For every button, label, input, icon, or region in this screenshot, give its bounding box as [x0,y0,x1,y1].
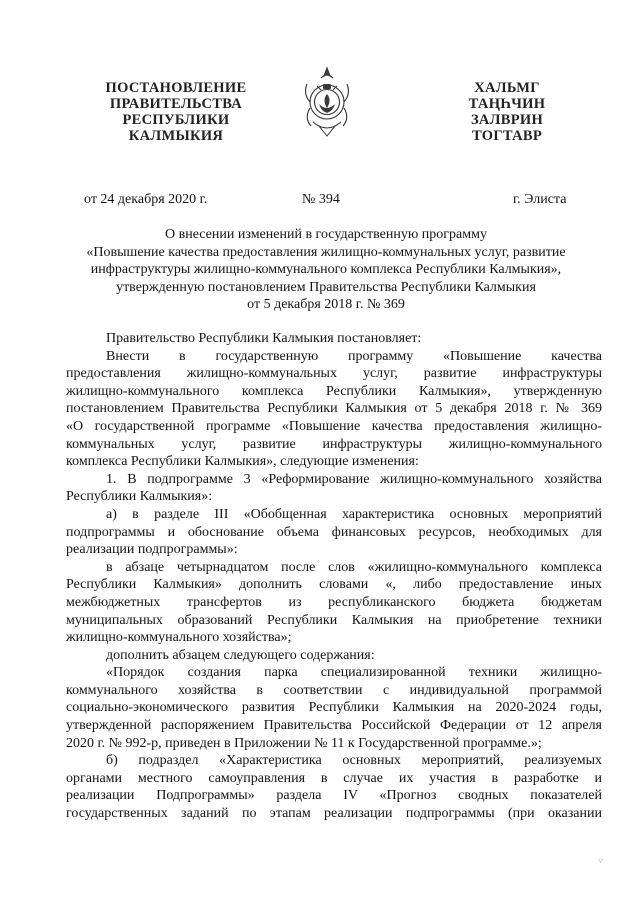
header-left-line: КАЛМЫКИЯ [128,128,224,144]
body-line: жилищно-коммунального хозяйства»; [66,630,292,646]
header-right-line: ТАҢҺЧИН [468,96,546,112]
body-line: «Порядок создания парка специализированной техники жилищно- [106,665,602,681]
body-line: Внести в государственную программу «Повышение качества [106,348,602,364]
document-date: от 24 декабря 2020 г. [84,192,208,207]
body-line: 1. В подпрограмме 3 «Реформирование жилищно-коммунального хозяйства [106,471,602,487]
body-line: межбюджетных трансфертов из республиканского бюджета бюджетам [66,594,602,610]
header-right-block [452,80,562,144]
header-right-line: ЗАЛВРИН [470,112,544,128]
header-right-line: ХАЛЬМГ [474,80,540,96]
title-line: инфраструктуры жилищно-коммунального комплекса Республики Калмыкия», [90,262,562,278]
document-number: № 394 [302,192,340,207]
page-corner-mark: ˅ [598,856,604,866]
body-line: Республики Калмыкия»: [66,489,213,505]
header-left-line: РЕСПУБЛИКИ [122,112,230,128]
header-left-block [92,80,260,144]
document-city: г. Элиста [513,192,567,207]
title-line: от 5 декабря 2018 г. № 369 [247,297,405,313]
body-line: утвержденной распоряжением Правительства Российской Федерации от 12 апреля [66,718,602,734]
header-right-line: ТОГТАВР [471,128,543,144]
body-line: в абзаце четырнадцатом после слов «жилищно-коммунального комплекса [106,559,602,575]
body-line: жилищно-коммунального комплекса Республики Калмыкия», утвержденную [66,383,602,399]
body-line: 2020 г. № 992-р, приведен в Приложении № 11 к Государственной программе.»; [66,735,542,751]
title-line: «Повышение качества предоставления жилищно-коммунальных услуг, развитие [86,244,566,260]
title-line: утвержденную постановлением Правительства Республики Калмыкия [116,279,536,295]
document-body [66,330,602,823]
body-line: подпрограммы и обоснование объема финансовых ресурсов, необходимых для [66,524,602,540]
body-line: дополнить абзацем следующего содержания: [106,647,375,663]
body-line: реализации Подпрограммы» раздела IV «Прогноз сводных показателей [66,788,602,804]
body-line: реализации подпрограммы»: [66,542,238,558]
body-line: предоставления жилищно-коммунальных услуг, развитие инфраструктуры [66,366,602,382]
header-left-line: ПОСТАНОВЛЕНИЕ [105,80,247,96]
title-line: О внесении изменений в государственную программу [165,227,487,242]
body-line: «О государственной программе «Повышение качества предоставления жилищно- [66,418,602,434]
document-title [72,226,580,314]
header-left-line: ПРАВИТЕЛЬСТВА [109,96,243,112]
body-line: муниципальных образований Республики Калмыкия на приобретение техники [66,612,602,628]
body-line: комплекса Республики Калмыкия», следующие изменения: [66,454,419,470]
body-line: Республики Калмыкия» дополнить словами «, либо предоставление иных [66,577,602,593]
body-line: Правительство Республики Калмыкия постановляет: [106,331,422,346]
coat-of-arms-emblem [299,64,355,140]
body-line: а) в разделе III «Обобщенная характеристика основных мероприятий [106,506,602,522]
body-line: социально-экономического развития Республики Калмыкия на 2020-2024 годы, [66,700,602,716]
body-line: коммунального хозяйства в соответствии с индивидуальной программой [66,682,602,698]
body-line: коммунальных услуг, развитие инфраструктуры жилищно-коммунального [66,436,602,452]
body-line: постановлением Правительства Республики Калмыкия от 5 декабря 2018 г. № 369 [66,401,602,417]
body-line: б) подраздел «Характеристика основных мероприятий, реализуемых [106,753,602,769]
body-line: государственных заданий по этапам реализации подпрограммы (при оказании [66,806,602,822]
body-line: органами местного самоуправления в случае их участия в разработке и [66,770,602,786]
